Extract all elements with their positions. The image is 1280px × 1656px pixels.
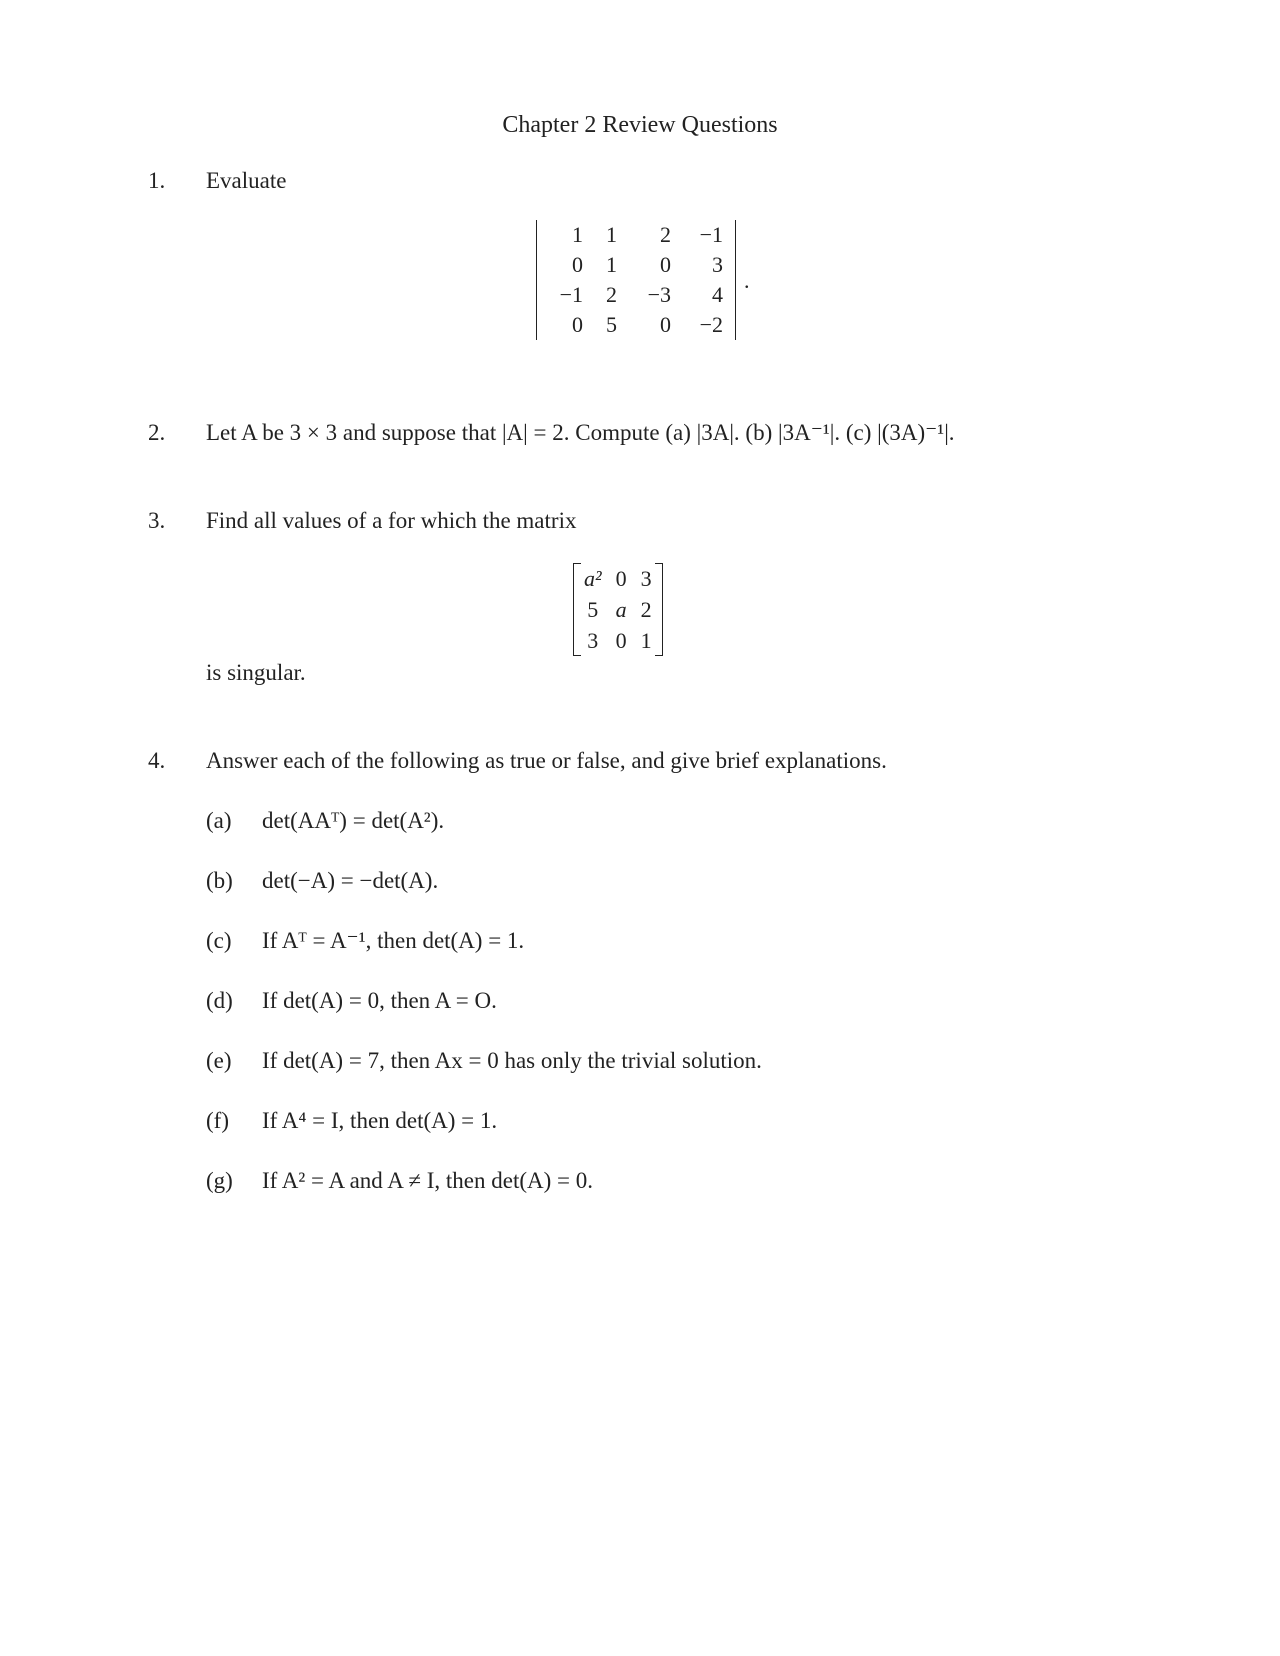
matrix-cell: 1 — [606, 222, 617, 247]
matrix-cell: 0 — [572, 252, 583, 277]
question-3-text: Find all values of a for which the matrix — [206, 508, 577, 533]
matrix-cell: 0 — [660, 312, 671, 337]
matrix-cell: 5 — [606, 312, 617, 337]
question-3-after: is singular. — [206, 660, 306, 685]
part-label: (g) — [206, 1168, 233, 1193]
matrix-cell: 1 — [640, 628, 652, 653]
bracket-matrix — [573, 563, 663, 656]
matrix-cell: 4 — [712, 282, 723, 307]
question-number-3: 3. — [148, 508, 166, 533]
matrix-cell: 3 — [712, 252, 723, 277]
part-label: (c) — [206, 928, 232, 953]
part-label: (b) — [206, 868, 233, 893]
question-number-1: 1. — [148, 168, 166, 193]
matrix-cell: a² — [584, 566, 602, 591]
part-label: (d) — [206, 988, 233, 1013]
question-1-text: Evaluate — [206, 168, 287, 193]
matrix-cell: 2 — [660, 222, 671, 247]
part-text: If A⁴ = I, then det(A) = 1. — [262, 1108, 498, 1133]
question-2-text: Let A be 3 × 3 and suppose that |A| = 2. Compute (a) |3A|. (b) |3A⁻¹|. (c) |(3A)⁻¹|. — [206, 420, 955, 445]
part-text: If det(A) = 7, then Ax = 0 has only the trivial solution. — [262, 1048, 762, 1073]
matrix-cell: 3 — [640, 566, 652, 591]
part-text: If Aᵀ = A⁻¹, then det(A) = 1. — [262, 928, 525, 953]
matrix-cell: 0 — [615, 628, 627, 653]
part-label: (f) — [206, 1108, 229, 1133]
matrix-cell: 2 — [606, 282, 617, 307]
determinant-matrix — [536, 220, 736, 340]
matrix-cell: 1 — [606, 252, 617, 277]
matrix-cell: 0 — [660, 252, 671, 277]
matrix-cell: −2 — [699, 312, 723, 337]
question-number-2: 2. — [148, 420, 166, 445]
matrix-cell: −1 — [699, 222, 723, 247]
matrix-cell: 1 — [572, 222, 583, 247]
right-bracket — [655, 563, 663, 656]
matrix-cell: 3 — [587, 628, 599, 653]
matrix-cell: a — [615, 597, 627, 622]
matrix-cell: −3 — [647, 282, 671, 307]
part-label: (a) — [206, 808, 232, 833]
matrix-cell: −1 — [559, 282, 583, 307]
matrix-cell: 0 — [615, 566, 627, 591]
question-number-4: 4. — [148, 748, 166, 773]
matrix-cell: 5 — [587, 597, 599, 622]
part-text: If A² = A and A ≠ I, then det(A) = 0. — [262, 1168, 594, 1193]
matrix-cell: 2 — [640, 597, 652, 622]
part-text: det(−A) = −det(A). — [262, 868, 439, 893]
matrix-cell: 0 — [572, 312, 583, 337]
question-4-text: Answer each of the following as true or false, and give brief explanations. — [206, 748, 887, 773]
part-text: det(AAᵀ) = det(A²). — [262, 808, 445, 833]
part-text: If det(A) = 0, then A = O. — [262, 988, 497, 1013]
determinant-period: . — [744, 268, 750, 293]
page-title: Chapter 2 Review Questions — [502, 112, 778, 138]
part-label: (e) — [206, 1048, 232, 1073]
left-bracket — [573, 563, 581, 656]
